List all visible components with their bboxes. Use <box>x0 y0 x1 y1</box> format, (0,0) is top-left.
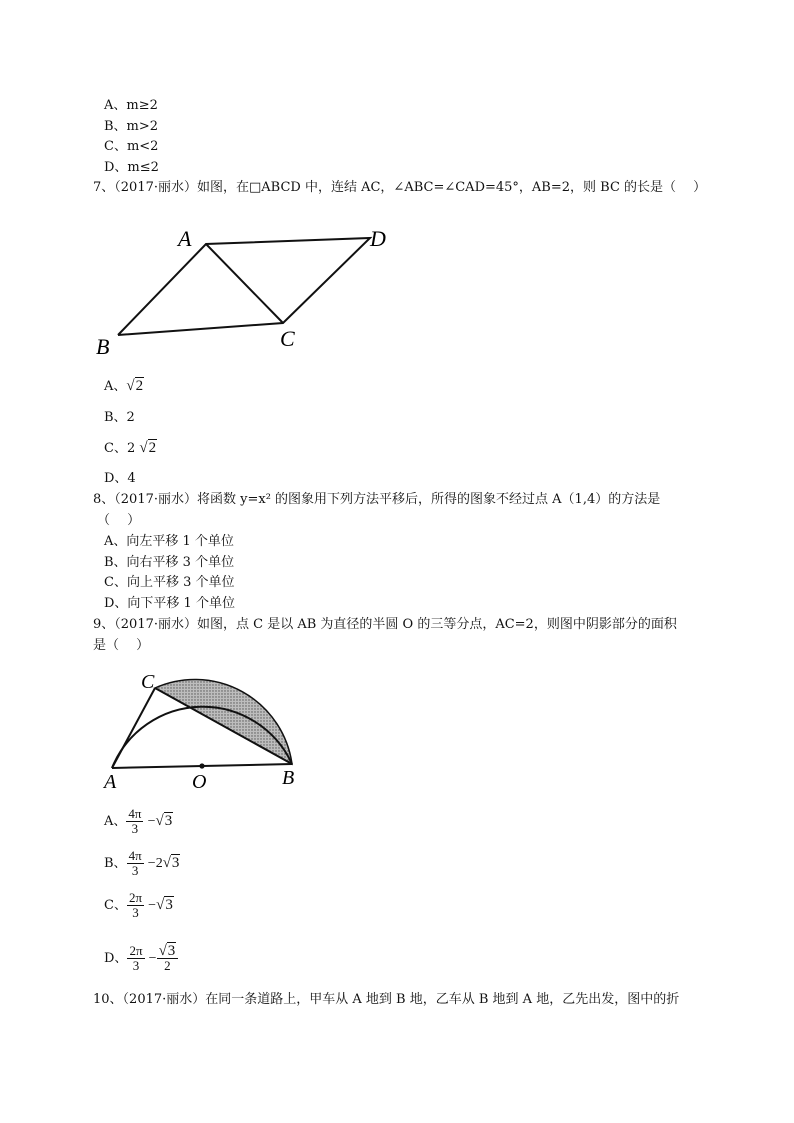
q8-stem-line2: （ ） <box>97 513 141 528</box>
q9-option-c: C、 $\frac{2\pi}{3}$ −√3 <box>104 890 173 920</box>
q7-option-a <box>104 378 144 395</box>
q7-label-a: A <box>178 226 192 251</box>
q6-option-c: C、m<2 <box>104 139 159 154</box>
q9-label-a: A <box>104 771 117 793</box>
q9-option-a: A、 $\frac{4\pi}{3}$ −√3 <box>104 806 173 836</box>
q9-option-a-label: A、 <box>104 814 127 829</box>
q7-option-d: D、4 <box>104 471 136 486</box>
q9-semicircle-figure <box>98 666 318 794</box>
q9-stem-line1: 9、（2017·丽水）如图，点 C 是以 AB 为直径的半圆 O 的三等分点，AC=2，则图中阴影部分的面积 <box>93 617 677 632</box>
q7-option-b: B、2 <box>104 410 135 425</box>
q8-option-b: B、向右平移 3 个单位 <box>104 555 235 570</box>
q6-option-b: B、m>2 <box>104 119 159 134</box>
q8-option-d: D、向下平移 1 个单位 <box>104 596 235 611</box>
q9-option-b-label: B、 <box>104 856 127 871</box>
q7-option-a-label: A、 <box>104 379 127 394</box>
q9-option-c-label: C、 <box>104 898 127 913</box>
q7-label-b: B <box>96 334 110 359</box>
q9-label-b: B <box>282 767 295 789</box>
q8-stem-line1: 8、（2017·丽水）将函数 y=x² 的图象用下列方法平移后，所得的图象不经过点 A（1,4）的方法是 <box>93 492 661 507</box>
q7-parallelogram-figure <box>90 222 400 362</box>
q9-option-d-label: D、 <box>104 951 128 966</box>
q7-option-c-value: √2 <box>139 440 157 456</box>
q8-option-c: C、向上平移 3 个单位 <box>104 575 235 590</box>
q6-option-a: A、m≥2 <box>104 98 158 113</box>
q10-stem: 10、（2017·丽水）在同一条道路上，甲车从 A 地到 B 地，乙车从 B 地到 A 地，乙先出发，图中的折 <box>93 992 680 1007</box>
q9-option-b: B、 $\frac{4\pi}{3}$ −2√3 <box>104 848 180 878</box>
q7-option-c <box>104 440 157 457</box>
q6-option-d: D、m≤2 <box>104 160 159 175</box>
q9-label-c: C <box>141 671 155 693</box>
q9-stem-line2: 是（ ） <box>93 638 150 653</box>
q9-option-d: D、 $\frac{2\pi}{3}$ − $\frac{√3}{2}$ <box>104 944 178 978</box>
q8-option-a: A、向左平移 1 个单位 <box>104 534 234 549</box>
q7-label-d: D <box>370 226 386 251</box>
q7-option-c-label: C、2 <box>104 441 136 456</box>
q9-shaded-region <box>155 679 292 764</box>
q7-stem: 7、（2017·丽水）如图，在□ABCD 中，连结 AC，∠ABC=∠CAD=45°，AB=2，则 BC 的长是（ ） <box>93 180 707 195</box>
q9-label-o: O <box>192 771 207 793</box>
q7-option-a-value: √2 <box>126 378 144 394</box>
q7-label-c: C <box>280 326 295 351</box>
